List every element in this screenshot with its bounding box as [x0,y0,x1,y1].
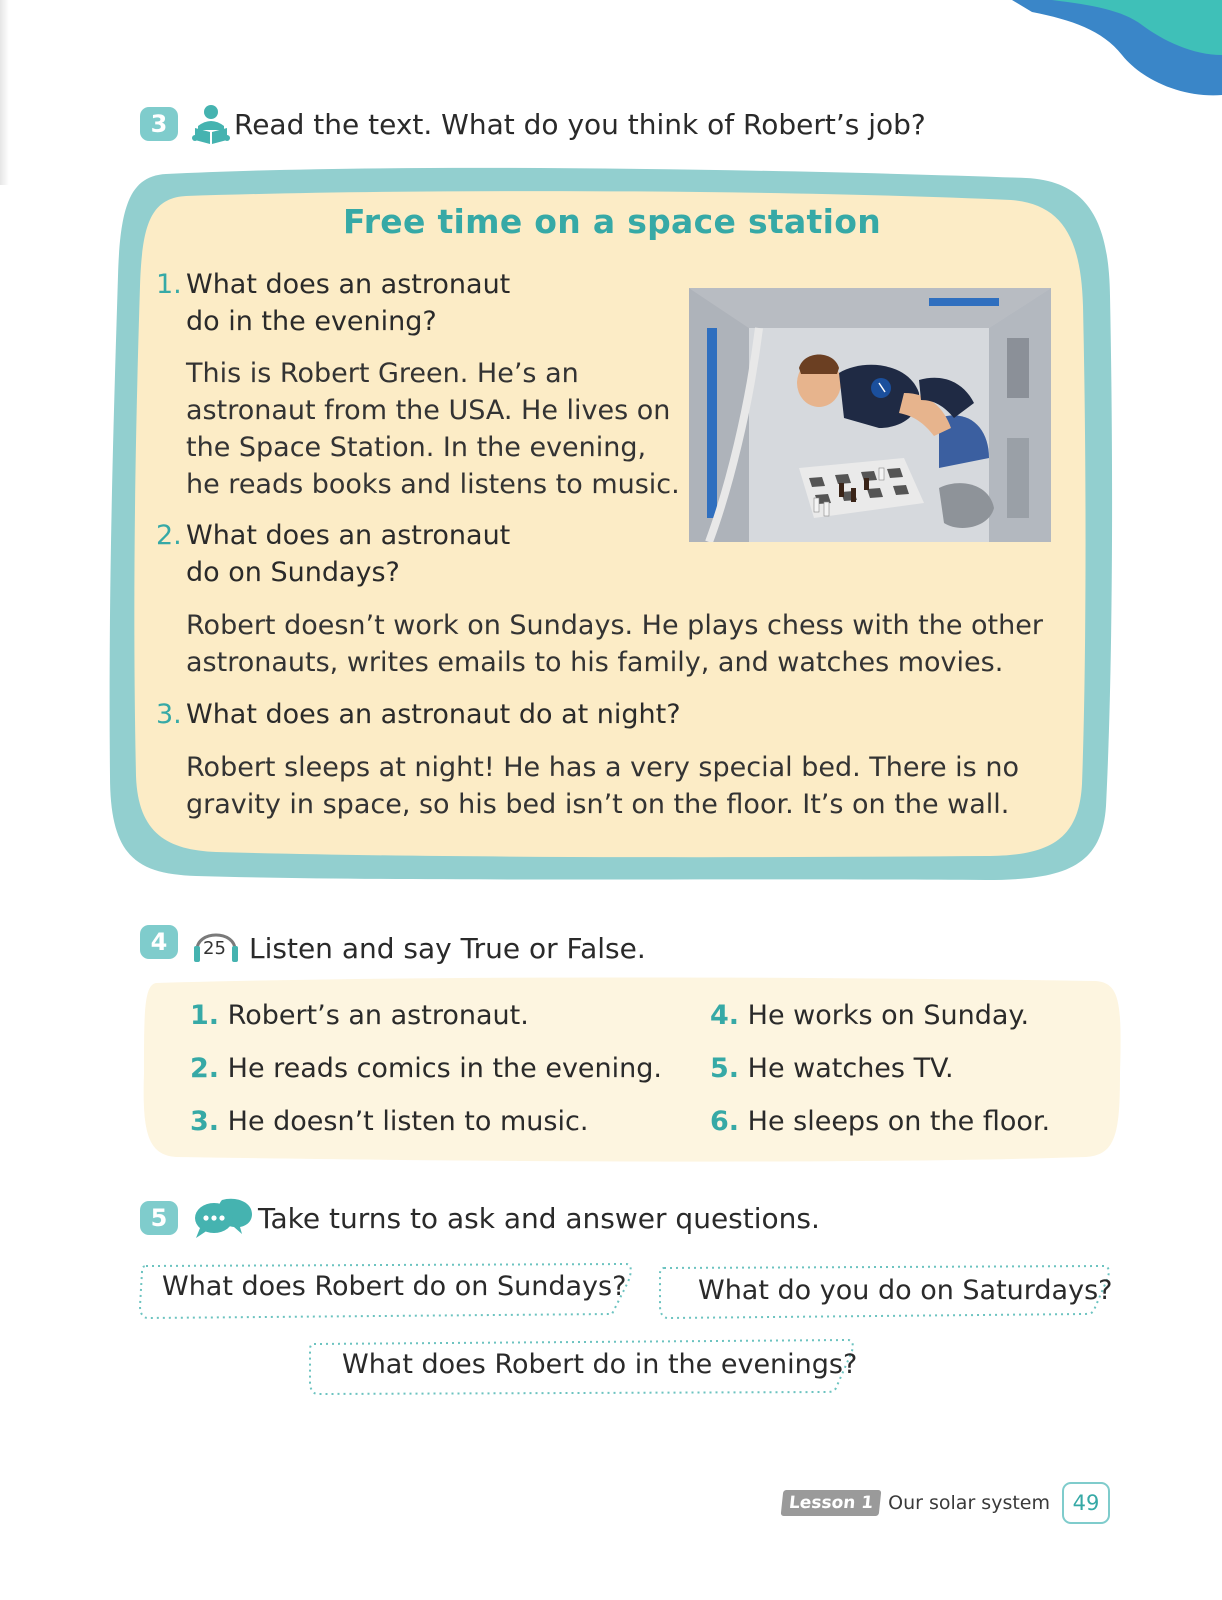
statement-number: 3. [190,1106,220,1137]
unit-title: Our solar system [888,1492,1050,1514]
statement-text: He doesn’t listen to music. [227,1106,589,1137]
statement-1 [190,1000,529,1031]
reading-title: Free time on a space station [342,202,881,241]
statement-number: 6. [710,1106,740,1137]
reading-icon [192,104,230,144]
exercise-instruction: Read the text. What do you think of Robert’s job? [234,107,926,141]
exercise-5-heading [140,1196,820,1240]
bubble-text: What does Robert do on Sundays? [162,1271,627,1302]
statement-text: Robert’s an astronaut. [227,1000,529,1031]
reading-answer-3 [186,749,1019,823]
answer-line: the Space Station. In the evening, [186,432,647,463]
statement-3 [190,1106,588,1137]
statement-number: 1. [190,1000,220,1031]
statement-2 [190,1053,662,1084]
question-line: What does an astronaut [186,520,511,551]
question-bubble-1 [138,1262,634,1322]
astronaut-playing-chess-illustration [689,288,1051,542]
statement-number: 2. [190,1053,220,1084]
reading-question-1 [156,266,511,340]
question-bubble-2 [656,1264,1112,1320]
reading-answer-2 [186,607,1043,681]
reading-text-box [106,166,1118,884]
statement-text: He sleeps on the floor. [747,1106,1051,1137]
question-number: 3. [156,699,182,730]
question-line: What does an astronaut do at night? [186,699,681,730]
statement-4 [710,1000,1029,1031]
question-line: What does an astronaut [186,269,511,300]
answer-line: This is Robert Green. He’s an [186,358,579,389]
page-number: 49 [1062,1482,1110,1524]
bubble-text: What does Robert do in the evenings? [342,1349,858,1380]
answer-line: he reads books and listens to music. [186,469,680,500]
bubble-text: What do you do on Saturdays? [698,1275,1113,1306]
answer-line: Robert sleeps at night! He has a very special bed. There is no [186,752,1019,783]
exercise-4-heading [140,918,646,965]
lesson-tag: Lesson 1 [781,1490,882,1516]
audio-track-number: 25 [203,937,226,959]
exercise-instruction: Listen and say True or False. [249,932,646,965]
statement-text: He reads comics in the evening. [227,1053,662,1084]
question-number: 2. [156,520,182,551]
true-false-box [136,973,1122,1165]
answer-line: astronauts, writes emails to his family, and watches movies. [186,647,1004,678]
question-number: 1. [156,269,182,300]
question-line: do on Sundays? [186,557,400,588]
reading-answer-1 [186,355,680,503]
statement-5 [710,1053,954,1084]
question-line: do in the evening? [186,306,437,337]
reading-question-2 [156,517,511,591]
exercise-instruction: Take turns to ask and answer questions. [258,1201,820,1235]
statement-text: He watches TV. [747,1053,954,1084]
exercise-number-badge: 3 [140,107,178,141]
answer-line: Robert doesn’t work on Sundays. He plays chess with the other [186,610,1043,641]
exercise-3-heading [140,104,926,144]
speech-bubbles-icon [192,1196,256,1240]
statement-6 [710,1106,1050,1137]
statement-number: 4. [710,1000,740,1031]
exercise-number-badge: 5 [140,1201,178,1235]
exercise-number-badge: 4 [140,925,178,959]
page-edge-shadow [0,0,9,185]
question-bubble-3 [306,1338,856,1398]
statement-text: He works on Sunday. [747,1000,1030,1031]
answer-line: gravity in space, so his bed isn’t on the floor. It’s on the wall. [186,789,1010,820]
corner-decoration [1012,0,1222,110]
reading-question-3 [156,696,681,733]
statement-number: 5. [710,1053,740,1084]
headphones-icon[interactable] [191,920,241,964]
answer-line: astronaut from the USA. He lives on [186,395,671,426]
page-footer [782,1482,1110,1524]
